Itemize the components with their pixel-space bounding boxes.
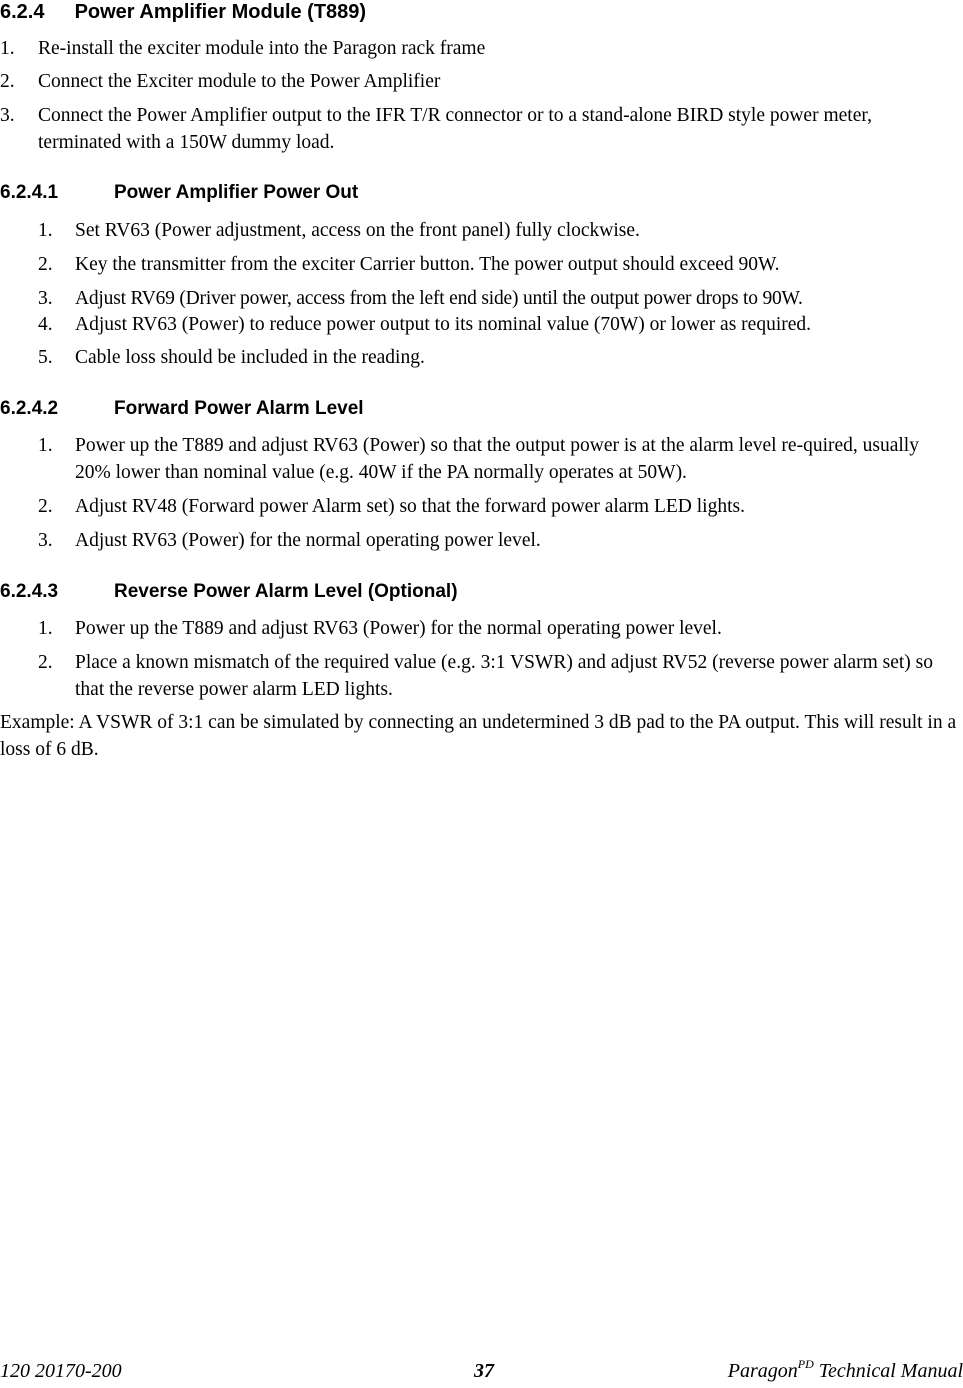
section-number: 6.2.4 (0, 1, 45, 23)
step-text: Connect the Power Amplifier output to the IFR T/R connector or to a stand-alone BIRD style power meter, terminated with a 150W dummy load. (38, 105, 872, 153)
step-number: 2. (38, 254, 53, 275)
list-item (38, 311, 960, 338)
step-number: 4. (38, 314, 53, 335)
step-text: Power up the T889 and adjust RV63 (Power) for the normal operating power level. (75, 618, 722, 639)
step-text: Connect the Exciter module to the Power Amplifier (38, 71, 441, 92)
step-number: 2. (0, 71, 15, 92)
step-number: 1. (38, 435, 53, 456)
list-item (0, 68, 960, 95)
step-text: Cable loss should be included in the reading. (75, 347, 425, 368)
subsection-heading (0, 398, 364, 420)
subsection-heading (0, 182, 358, 204)
subsection-title: Forward Power Alarm Level (114, 398, 364, 419)
step-text: Set RV63 (Power adjustment, access on the front panel) fully clockwise. (75, 220, 640, 241)
subsection-number: 6.2.4.2 (0, 398, 59, 419)
step-number: 1. (38, 220, 53, 241)
list-item (38, 432, 943, 486)
step-number: 3. (38, 530, 53, 551)
product-superscript: PD (797, 1357, 814, 1371)
subsection-title: Reverse Power Alarm Level (Optional) (114, 581, 458, 602)
step-number: 3. (0, 105, 15, 126)
step-text: Adjust RV63 (Power) to reduce power output to its nominal value (70W) or lower as required. (75, 314, 812, 335)
example-paragraph: Example: A VSWR of 3:1 can be simulated by connecting an undetermined 3 dB pad to the PA output. This will result in a loss of 6 dB. (0, 712, 957, 760)
list-item (38, 527, 960, 554)
list-item (38, 493, 960, 520)
step-text: Place a known mismatch of the required value (e.g. 3:1 VSWR) and adjust RV52 (reverse power alarm set) so that the reverse power alarm LED lights. (75, 652, 933, 700)
step-text: Re-install the exciter module into the Paragon rack frame (38, 38, 486, 59)
step-number: 2. (38, 496, 53, 517)
list-item (38, 251, 960, 278)
step-text: Adjust RV69 (Driver power, access from the left end side) until the output power drops to 90W. (75, 288, 803, 309)
subsection-title: Power Amplifier Power Out (114, 182, 359, 203)
section-heading (0, 1, 366, 24)
product-name: Paragon (727, 1360, 798, 1382)
step-text: Key the transmitter from the exciter Carrier button. The power output should exceed 90W. (75, 254, 780, 275)
subsection-number: 6.2.4.1 (0, 182, 59, 203)
doc-number: 120 20170-200 (0, 1360, 122, 1382)
page-footer (0, 1357, 963, 1388)
manual-title (727, 1357, 963, 1383)
page-number: 37 (474, 1360, 494, 1382)
step-number: 3. (38, 288, 53, 309)
list-item (38, 615, 960, 642)
step-text: Power up the T889 and adjust RV63 (Power) so that the output power is at the alarm level re-quired, usually 20% lower than nominal value (e.g. 40W if the PA normally operates at 50W). (75, 435, 919, 483)
subsection-heading (0, 581, 458, 603)
list-item (38, 217, 960, 244)
step-number: 5. (38, 347, 53, 368)
step-text: Adjust RV63 (Power) for the normal operating power level. (75, 530, 541, 551)
list-item (0, 102, 960, 156)
step-number: 1. (38, 618, 53, 639)
step-number: 1. (0, 38, 15, 59)
subsection-number: 6.2.4.3 (0, 581, 59, 602)
list-item (38, 649, 963, 703)
list-item (0, 35, 960, 62)
list-item (38, 285, 963, 312)
step-text: Adjust RV48 (Forward power Alarm set) so that the forward power alarm LED lights. (75, 496, 745, 517)
section-title: Power Amplifier Module (T889) (74, 1, 367, 23)
manual-name: Technical Manual (813, 1360, 963, 1382)
step-number: 2. (38, 652, 53, 673)
list-item (38, 344, 960, 371)
